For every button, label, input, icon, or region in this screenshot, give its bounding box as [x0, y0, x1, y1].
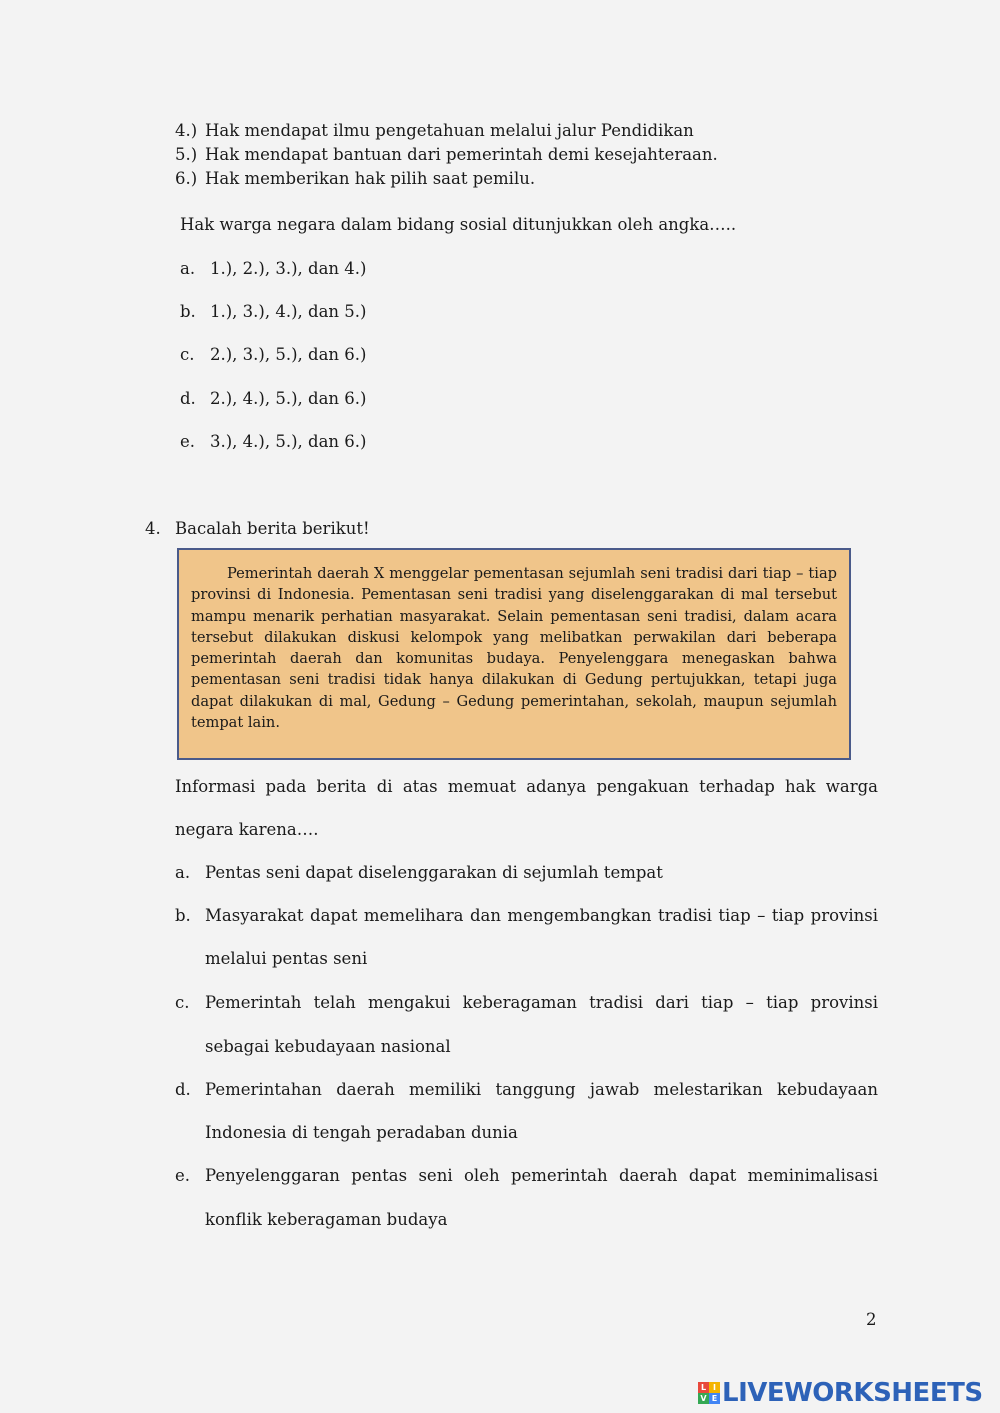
news-box: [177, 548, 851, 760]
q3-option-e[interactable]: 3.), 4.), 5.), dan 6.): [210, 432, 367, 451]
question-4-number: 4.: [145, 519, 161, 538]
news-text: Pemerintah daerah X menggelar pementasan sejumlah seni tradisi dari tiap – tiap provinsi di Indonesia. Pementasan seni tradisi yang diselenggarakan di mal tersebut mampu menarik perhatian masyarakat. Selain pementasan seni tradisi, dalam acara tersebut dilakukan diskusi kelompok yang melibatkan perwakilan dari beberapa pemerintah daerah dan komunitas budaya. Penyelenggara menegaskan bahwa pementasan seni tradisi tidak hanya dilakukan di Gedung pertujukkan, tetapi juga dapat dilakukan di mal, Gedung – Gedung pemerintahan, sekolah, maupun sejumlah tempat lain.: [191, 565, 837, 732]
q4-option-b-cont[interactable]: melalui pentas seni: [205, 949, 368, 968]
liveworksheets-logo-text: LIVEWORKSHEETS: [722, 1378, 983, 1408]
list-item-number: 6.): [175, 169, 198, 188]
question-4-instruction: Bacalah berita berikut!: [175, 519, 370, 538]
q3-option-b-letter[interactable]: b.: [180, 302, 196, 321]
q3-option-c-letter[interactable]: c.: [180, 345, 195, 364]
logo-mark-letter: I: [709, 1382, 720, 1393]
logo-mark-letter: V: [698, 1393, 709, 1404]
q3-option-d-letter[interactable]: d.: [180, 389, 196, 408]
list-item-number: 4.): [175, 121, 198, 140]
q4-option-d-letter[interactable]: d.: [175, 1080, 191, 1099]
list-item: Hak mendapat ilmu pengetahuan melalui jalur Pendidikan: [205, 121, 694, 140]
liveworksheets-logo[interactable]: [698, 1377, 983, 1409]
question-4-text-line1: Informasi pada berita di atas memuat adanya pengakuan terhadap hak warga: [175, 777, 878, 796]
question-3-text: Hak warga negara dalam bidang sosial ditunjukkan oleh angka…..: [180, 215, 737, 234]
q4-option-b-letter[interactable]: b.: [175, 906, 191, 925]
list-item-number: 5.): [175, 145, 198, 164]
q3-option-b[interactable]: 1.), 3.), 4.), dan 5.): [210, 302, 367, 321]
q3-option-e-letter[interactable]: e.: [180, 432, 196, 451]
q4-option-c[interactable]: Pemerintah telah mengakui keberagaman tradisi dari tiap – tiap provinsi: [205, 993, 878, 1012]
list-item: Hak memberikan hak pilih saat pemilu.: [205, 169, 536, 188]
q3-option-a-letter[interactable]: a.: [180, 259, 196, 278]
page-number: 2: [866, 1310, 877, 1329]
liveworksheets-logo-icon: [698, 1382, 720, 1404]
list-item: Hak mendapat bantuan dari pemerintah demi kesejahteraan.: [205, 145, 718, 164]
q4-option-a-letter[interactable]: a.: [175, 863, 191, 882]
logo-mark-letter: E: [709, 1393, 720, 1404]
q4-option-c-letter[interactable]: c.: [175, 993, 190, 1012]
q4-option-e-letter[interactable]: e.: [175, 1166, 191, 1185]
q3-option-c[interactable]: 2.), 3.), 5.), dan 6.): [210, 345, 367, 364]
q4-option-a[interactable]: Pentas seni dapat diselenggarakan di sejumlah tempat: [205, 863, 663, 882]
q4-option-d[interactable]: Pemerintahan daerah memiliki tanggung jawab melestarikan kebudayaan: [205, 1080, 878, 1099]
q4-option-e[interactable]: Penyelenggaran pentas seni oleh pemerintah daerah dapat meminimalisasi: [205, 1166, 878, 1185]
question-4-text-line2: negara karena….: [175, 820, 319, 839]
q3-option-a[interactable]: 1.), 2.), 3.), dan 4.): [210, 259, 367, 278]
q4-option-e-cont[interactable]: konflik keberagaman budaya: [205, 1210, 448, 1229]
q4-option-b[interactable]: Masyarakat dapat memelihara dan mengembangkan tradisi tiap – tiap provinsi: [205, 906, 878, 925]
q4-option-c-cont[interactable]: sebagai kebudayaan nasional: [205, 1037, 451, 1056]
q3-option-d[interactable]: 2.), 4.), 5.), dan 6.): [210, 389, 367, 408]
q4-option-d-cont[interactable]: Indonesia di tengah peradaban dunia: [205, 1123, 518, 1142]
logo-mark-letter: L: [698, 1382, 709, 1393]
